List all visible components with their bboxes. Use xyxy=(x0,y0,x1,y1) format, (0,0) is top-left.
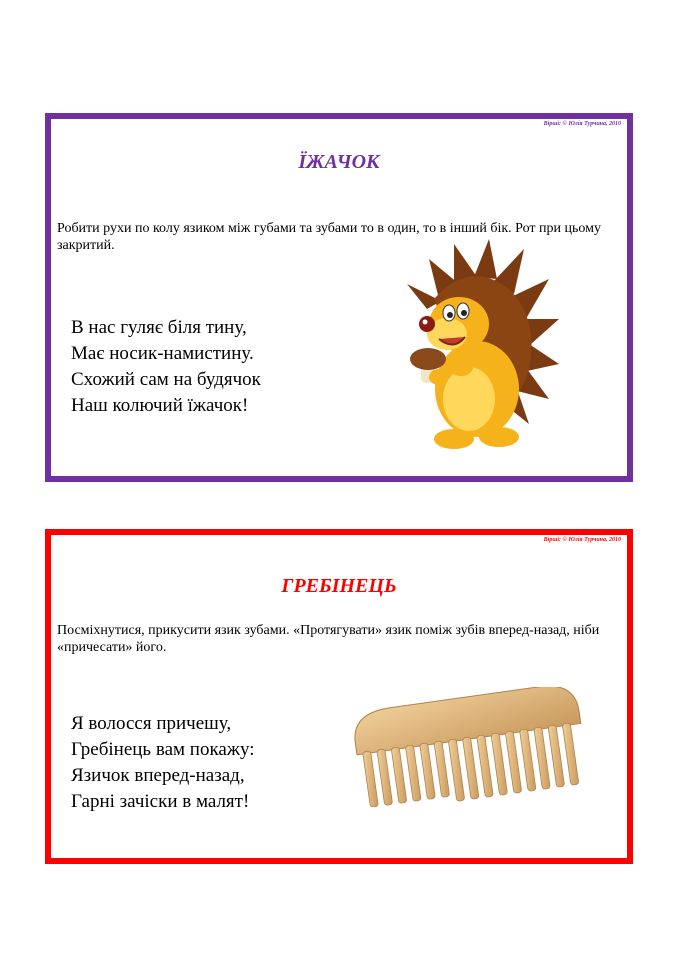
poem-line: Язичок вперед-назад, xyxy=(71,765,245,786)
card-title: ЇЖАЧОК xyxy=(298,151,380,173)
poem-line: Я волосся причешу, xyxy=(71,713,232,734)
card-title: ГРЕБІНЕЦЬ xyxy=(281,575,397,597)
hedgehog-icon xyxy=(399,239,559,459)
instruction-text: Робити рухи по колу язиком між губами та зубами то в один, то в інший бік. Рот при цьому закритий. xyxy=(57,221,601,253)
credit-text: Вірші: © Юлія Турчина, 2010 xyxy=(543,537,621,543)
instruction-text: Посміхнутися, прикусити язик зубами. «Протягувати» язик поміж зубів вперед-назад, ніби «причесати» його. xyxy=(57,623,600,655)
poem-line: Має носик-намистину. xyxy=(71,343,254,364)
poem-line: В нас гуляє біля тину, xyxy=(71,317,247,338)
credit-text: Вірші: © Юлія Турчина, 2010 xyxy=(543,121,621,127)
poem-line: Схожий сам на будячок xyxy=(71,369,261,390)
poem-line: Гарні зачіски в малят! xyxy=(71,791,250,812)
exercise-card-hedgehog xyxy=(45,113,633,482)
poem-line: Наш колючий їжачок! xyxy=(71,395,249,416)
poem xyxy=(71,711,254,815)
comb-icon xyxy=(347,687,593,807)
poem-line: Гребінець вам покажу: xyxy=(71,739,255,760)
poem xyxy=(71,315,261,419)
exercise-card-comb xyxy=(45,529,633,864)
